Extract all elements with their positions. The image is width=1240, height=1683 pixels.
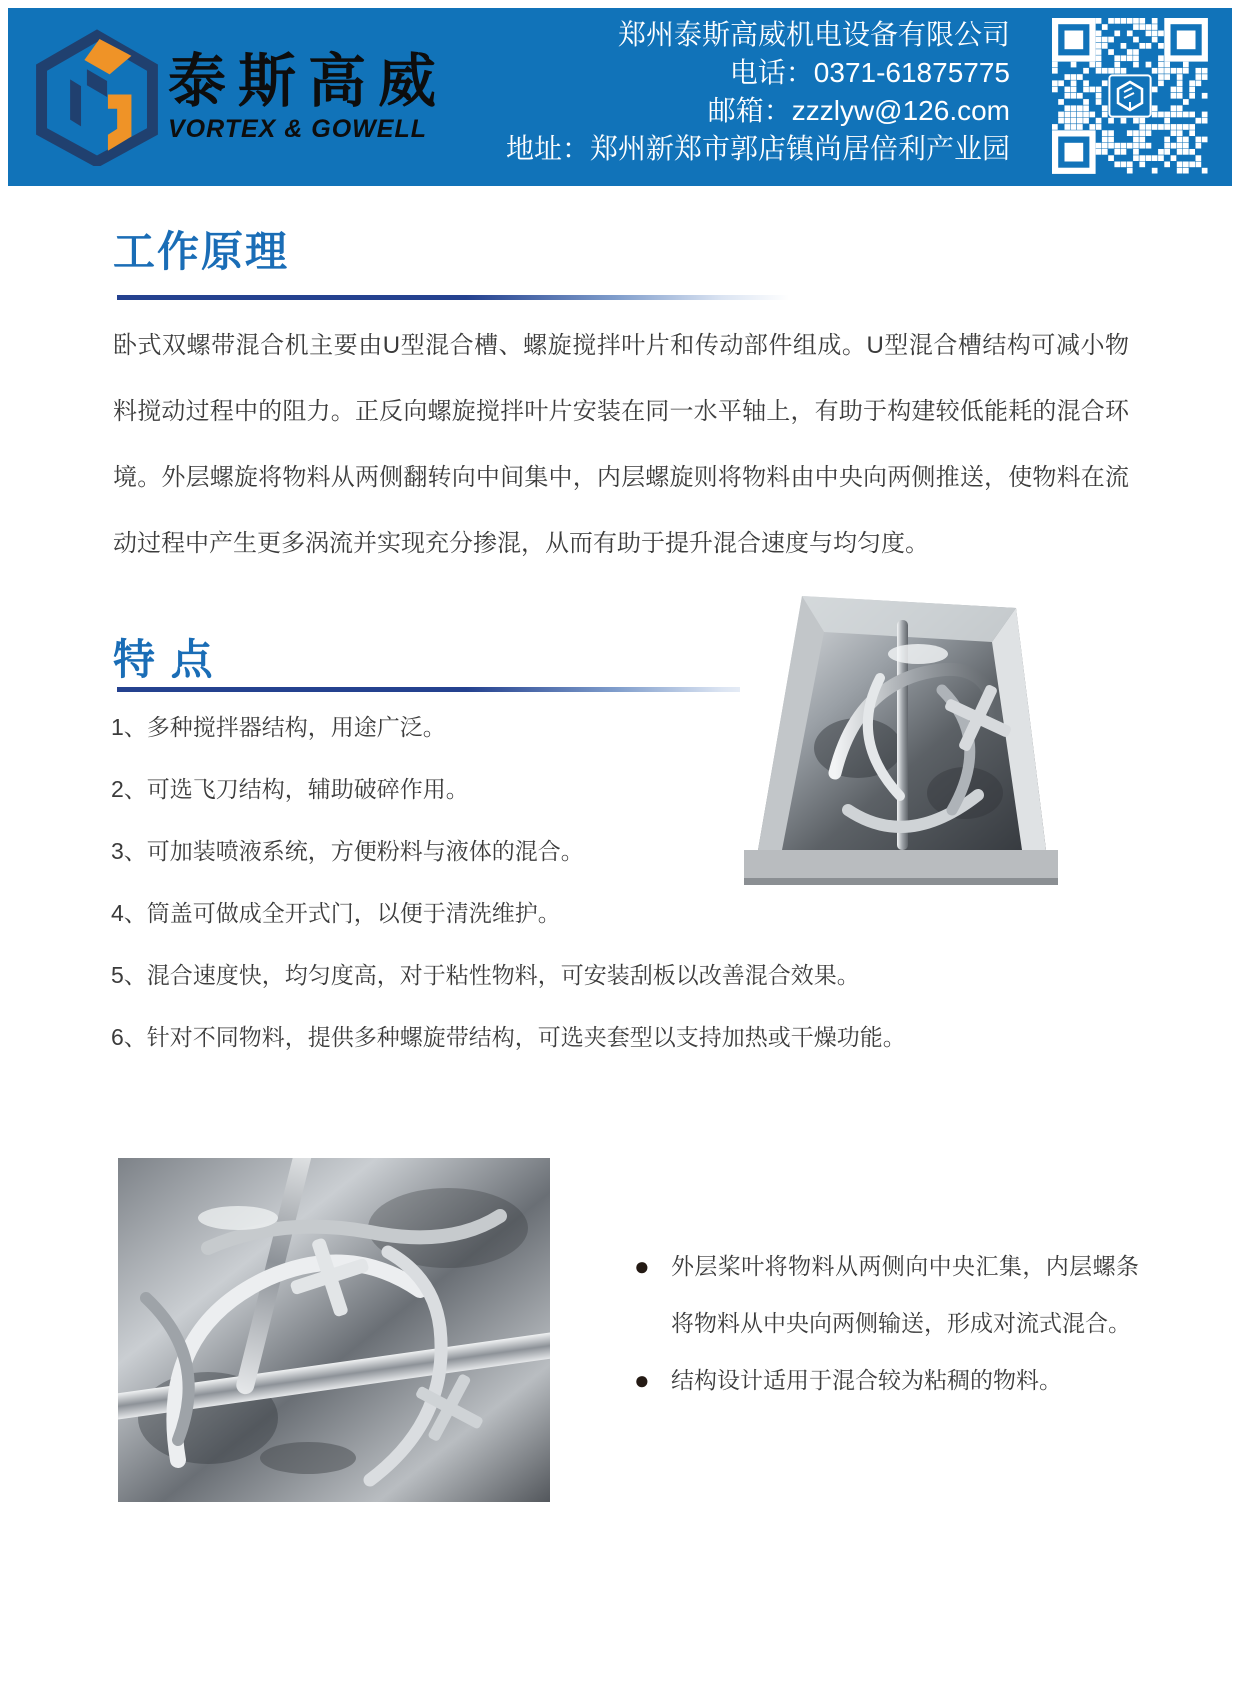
qr-code-icon	[1052, 18, 1208, 174]
feature-item: 3、可加装喷液系统，方便粉料与液体的混合。	[111, 838, 584, 864]
logo-text	[168, 48, 449, 144]
phone-line: 电话：0371-61875775	[729, 57, 1010, 88]
note-text: 结构设计适用于混合较为粘稠的物料。	[671, 1367, 1062, 1393]
logo-name-cn: 泰斯高威	[168, 48, 449, 114]
note-item	[634, 1238, 1139, 1352]
logo-name-en: VORTEX & GOWELL	[168, 114, 427, 143]
feature-item: 5、混合速度快，均匀度高，对于粘性物料，可安装刮板以改善混合效果。	[111, 962, 860, 988]
feature-item: 4、筒盖可做成全开式门，以便于清洗维护。	[111, 900, 561, 926]
header	[8, 8, 1232, 186]
bullet-icon: ●	[634, 1251, 650, 1281]
address-line: 地址：郑州新郑市郭店镇尚居倍利产业园	[505, 133, 1010, 164]
section-title-principle: 工作原理	[113, 228, 290, 275]
section-underline-principle	[117, 295, 789, 300]
note-item	[634, 1352, 1139, 1409]
company-name: 郑州泰斯高威机电设备有限公司	[617, 19, 1010, 50]
note-text: 外层桨叶将物料从两侧向中央汇集，内层螺条将物料从中央向两侧输送，形成对流式混合。	[671, 1253, 1139, 1336]
bullet-icon: ●	[634, 1365, 650, 1395]
notes-list	[634, 1238, 1139, 1409]
feature-item: 6、针对不同物料，提供多种螺旋带结构，可选夹套型以支持加热或干燥功能。	[111, 1024, 906, 1050]
section-title-features: 特 点	[113, 636, 215, 683]
principle-paragraph: 卧式双螺带混合机主要由U型混合槽、螺旋搅拌叶片和传动部件组成。U型混合槽结构可减小物料搅动过程中的阻力。正反向螺旋搅拌叶片安装在同一水平轴上，有助于构建较低能耗的混合环境。外层螺旋将物料从两侧翻转向中间集中，内层螺旋则将物料由中央向两侧推送，使物料在流动过程中产生更多涡流并实现充分掺混，从而有助于提升混合速度与均匀度。	[113, 332, 1129, 557]
section-underline-features	[117, 687, 789, 692]
feature-item: 1、多种搅拌器结构，用途广泛。	[111, 714, 446, 740]
cube-hexagon-logo-icon	[34, 28, 160, 166]
ribbon-agitator-closeup-photo	[118, 1158, 550, 1502]
feature-item: 2、可选飞刀结构，辅助破碎作用。	[111, 776, 469, 802]
mixer-trough-interior-photo	[740, 558, 1062, 895]
email-line: 邮箱：zzzlyw@126.com	[707, 95, 1010, 126]
company-logo	[34, 18, 448, 176]
header-contact-info	[506, 16, 1010, 168]
